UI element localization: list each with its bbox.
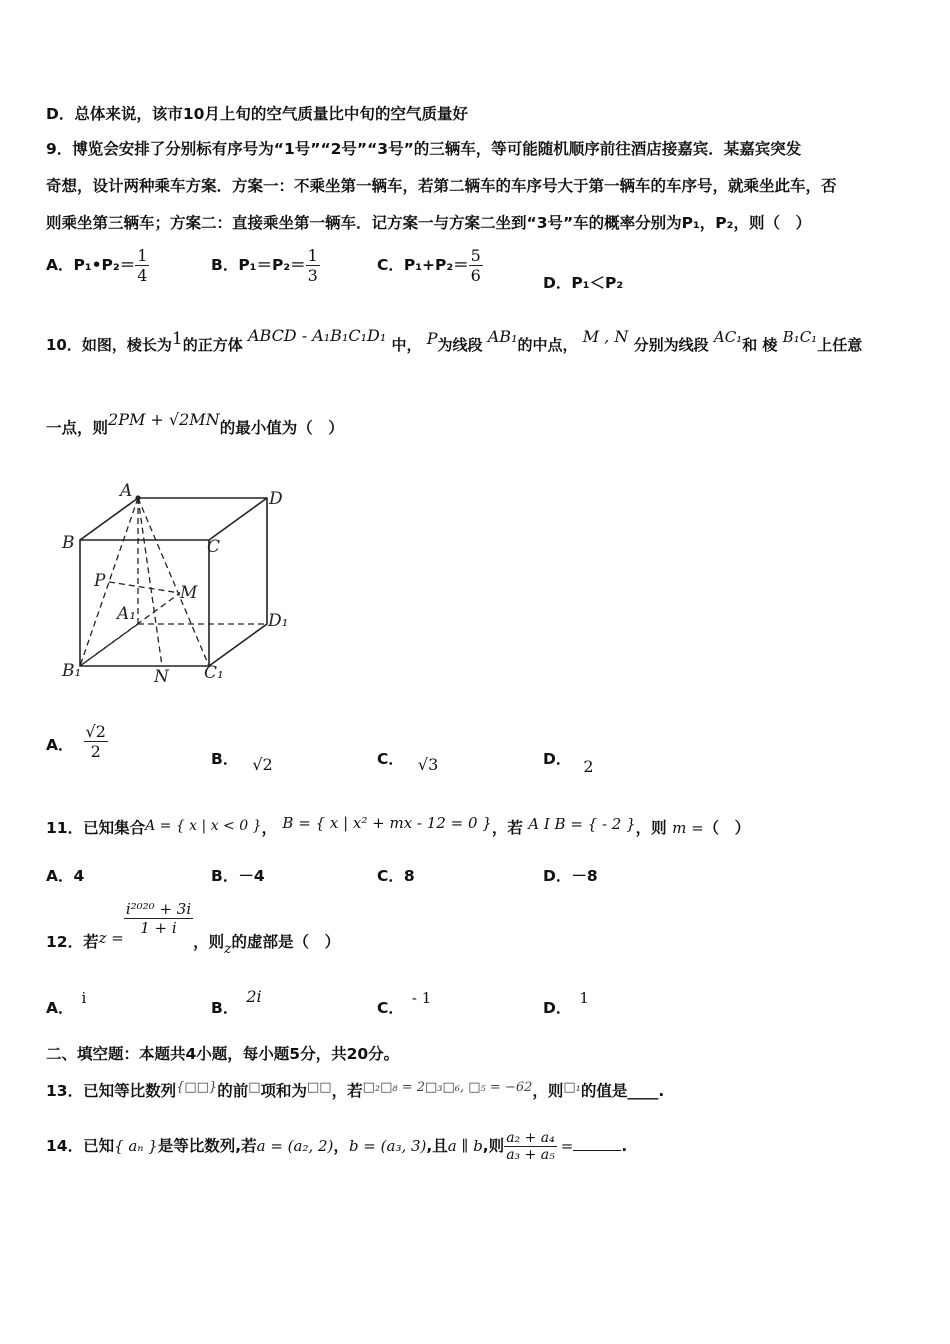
q9-line-1: 9．博览会安排了分别标有序号为“1号”“2号”“3号”的三辆车，等可能随机顺序前往酒店接嘉宾．某嘉宾突发 (46, 140, 802, 158)
q9-option-a-den: 4 (137, 266, 148, 285)
q10-cube-figure (50, 478, 300, 688)
q12-option-c-value: - 1 (411, 989, 432, 1007)
q12-option-d[interactable] (543, 989, 589, 1018)
q11-option-d[interactable]: D．－8 (543, 867, 598, 885)
q12-option-c-label: C． (377, 999, 404, 1017)
q10-segment-ac1: AC₁ (713, 328, 743, 346)
q13-text-1: 13．已知等比数列 (46, 1082, 177, 1100)
q11-text-2: ，若 (491, 819, 523, 837)
q11-set-a: A = { x | x < 0 } (145, 818, 262, 834)
label-a1: A₁ (117, 604, 137, 624)
label-p: P (94, 571, 106, 591)
q10-text-2: 的正方体 (182, 336, 243, 354)
q9-option-b[interactable] (211, 246, 320, 285)
q14-parallel: a ∥ b (447, 1137, 483, 1155)
q12-stem (46, 900, 341, 957)
label-b1: B₁ (62, 661, 82, 681)
q11-option-b[interactable]: B．－4 (211, 867, 265, 885)
q10-line-2 (46, 410, 344, 438)
section-2-header: 二、填空题：本题共4小题，每小题5分，共20分。 (46, 1045, 400, 1063)
label-d1: D₁ (268, 611, 289, 631)
q9-option-b-label: B．P₁＝P₂＝ (211, 256, 306, 274)
q10-text-9: 一点，则 (46, 419, 109, 437)
q12-z-eq: z = (98, 929, 124, 947)
q12-option-a[interactable] (46, 989, 87, 1018)
q13-equation: □₂□₈ = 2□₃□₆, □₅ = −62 (362, 1080, 533, 1095)
label-c1: C₁ (204, 663, 224, 683)
q14-answer-blank[interactable] (573, 1150, 621, 1151)
q11-set-b: B = { x | x² + mx - 12 = 0 } (282, 814, 492, 832)
segment-pm (109, 582, 180, 593)
q10-option-d[interactable] (543, 747, 594, 776)
q12-option-d-label: D． (543, 999, 572, 1017)
q10-text-7: 和 棱 (742, 336, 778, 354)
q13-text-2: 的前 (217, 1082, 249, 1100)
q8-option-d: D．总体来说，该市10月上旬的空气质量比中旬的空气质量好 (46, 105, 468, 123)
label-c: C (207, 537, 221, 557)
q12-option-c[interactable] (377, 989, 432, 1018)
q12-z: z (224, 941, 232, 957)
segment-an (138, 498, 162, 666)
q11-text-4: （ ） (703, 819, 751, 837)
q10-option-c[interactable] (377, 747, 439, 774)
q13-symbol-1: {□□} (176, 1080, 218, 1095)
q12-text-3: 的虚部是（ ） (231, 933, 341, 951)
q10-edge-b1c1: B₁C₁ (782, 328, 818, 346)
q9-option-c-label: C．P₁+P₂＝ (377, 256, 469, 274)
q9-option-c[interactable] (377, 246, 483, 285)
q9-option-d[interactable]: D．P₁＜P₂ (543, 274, 624, 292)
q14-text-4: ,则 (482, 1137, 505, 1155)
q11-m: m = (672, 819, 704, 837)
q10-expression: 2PM + √2MN (108, 410, 220, 429)
segment-ac1 (138, 498, 209, 666)
q14-text-3: ,且 (426, 1137, 448, 1155)
q12-option-b[interactable] (211, 987, 262, 1018)
q13-text-4: ，若 (331, 1082, 363, 1100)
q12-option-b-value: 2i (246, 987, 262, 1006)
q13-symbol-3: □□ (307, 1080, 332, 1095)
q10-text-4: 为线段 (437, 336, 483, 354)
q11-text-1: 11．已知集合 (46, 819, 146, 837)
q12-option-d-value: 1 (579, 989, 589, 1007)
q9-option-b-den: 3 (307, 266, 318, 285)
q10-option-d-label: D． (543, 750, 572, 768)
q12-option-b-label: B． (211, 999, 239, 1017)
q14-fraction-den: a₃ + a₅ (506, 1147, 555, 1163)
q10-text-3: 中， (391, 336, 422, 354)
q12-fraction-den: 1 + i (124, 918, 193, 937)
q9-option-a[interactable] (46, 246, 149, 285)
q10-option-a-den: 2 (84, 741, 108, 761)
q11-stem (46, 816, 750, 838)
q13-text-3: 项和为 (260, 1082, 308, 1100)
q12-option-a-label: A． (46, 999, 74, 1017)
label-b: B (62, 533, 75, 553)
q11-option-c[interactable]: C．8 (377, 867, 415, 885)
q10-points-mn: M , N (582, 327, 629, 346)
q10-text-8: 上任意 (817, 336, 863, 354)
q13-text-6: 的值是____. (580, 1082, 665, 1100)
q12-text-2: ，则 (193, 933, 225, 951)
q10-point-p: P (426, 329, 438, 348)
q10-option-a[interactable] (46, 722, 108, 761)
q12-fraction-num: i²⁰²⁰ + 3i (125, 900, 192, 918)
q11-option-a[interactable]: A．4 (46, 867, 85, 885)
q10-option-b-label: B． (211, 750, 239, 768)
q13-text-5: ，则 (532, 1082, 564, 1100)
q14-fraction-num: a₂ + a₄ (506, 1130, 555, 1146)
q10-text-1: 10．如图，棱长为 (46, 336, 172, 354)
q14-equals: = (560, 1137, 574, 1155)
q14-vector-a: a = (a₂, 2) (256, 1137, 334, 1155)
q14-text-1: 14．已知 (46, 1137, 115, 1155)
q11-intersection: A I B = { - 2 } (528, 815, 636, 833)
q14-sequence: { aₙ } (114, 1137, 158, 1155)
q10-edge-length: 1 (171, 329, 183, 349)
q10-text-10: 的最小值为（ ） (219, 419, 344, 437)
q12-text-1: 12．若 (46, 933, 99, 951)
q10-option-b[interactable] (211, 747, 273, 774)
label-m: M (180, 583, 198, 603)
q9-line-3: 则乘坐第三辆车；方案二：直接乘坐第一辆车．记方案一与方案二坐到“3号”车的概率分别为P₁，P₂，则（ ） (46, 214, 811, 232)
point-a-dot (135, 495, 140, 500)
q10-option-d-value: 2 (583, 757, 594, 776)
label-n: N (154, 667, 169, 687)
q9-option-b-num: 1 (307, 246, 318, 265)
q13-symbol-2: □ (248, 1080, 261, 1095)
q11-comma: ， (261, 819, 277, 837)
q10-option-c-label: C． (377, 750, 404, 768)
label-a: A (120, 481, 133, 501)
q14-comma: ， (333, 1137, 349, 1155)
label-d: D (269, 489, 283, 509)
q14-vector-b: b = (a₃, 3) (348, 1137, 427, 1155)
q10-option-a-num: √2 (85, 722, 106, 741)
q14-text-5: . (621, 1137, 628, 1155)
q12-option-a-value: i (81, 989, 87, 1007)
q10-segment-ab1: AB₁ (487, 327, 518, 346)
q14-stem (46, 1130, 627, 1163)
q9-line-2: 奇想，设计两种乘车方案．方案一：不乘坐第一辆车，若第二辆车的车序号大于第一辆车的车序号，就乘坐此车，否 (46, 177, 837, 195)
q10-option-a-label: A． (46, 736, 74, 754)
q9-option-a-num: 1 (137, 246, 148, 265)
q9-option-c-den: 6 (470, 266, 481, 285)
q10-cube-name: ABCD - A₁B₁C₁D₁ (247, 326, 387, 345)
q11-text-3: ，则 (635, 819, 667, 837)
q13-symbol-5: □₁ (563, 1080, 581, 1095)
q13-stem (46, 1079, 664, 1101)
q10-option-b-value: √2 (252, 755, 273, 774)
q10-line-1 (46, 326, 863, 355)
q9-option-c-num: 5 (470, 246, 481, 265)
q10-text-6: 分别为线段 (633, 336, 709, 354)
q10-text-5: 的中点， (517, 336, 578, 354)
q14-text-2: 是等比数列,若 (157, 1137, 257, 1155)
q9-option-a-label: A．P₁•P₂＝ (46, 256, 136, 274)
q10-option-c-value: √3 (417, 755, 439, 774)
